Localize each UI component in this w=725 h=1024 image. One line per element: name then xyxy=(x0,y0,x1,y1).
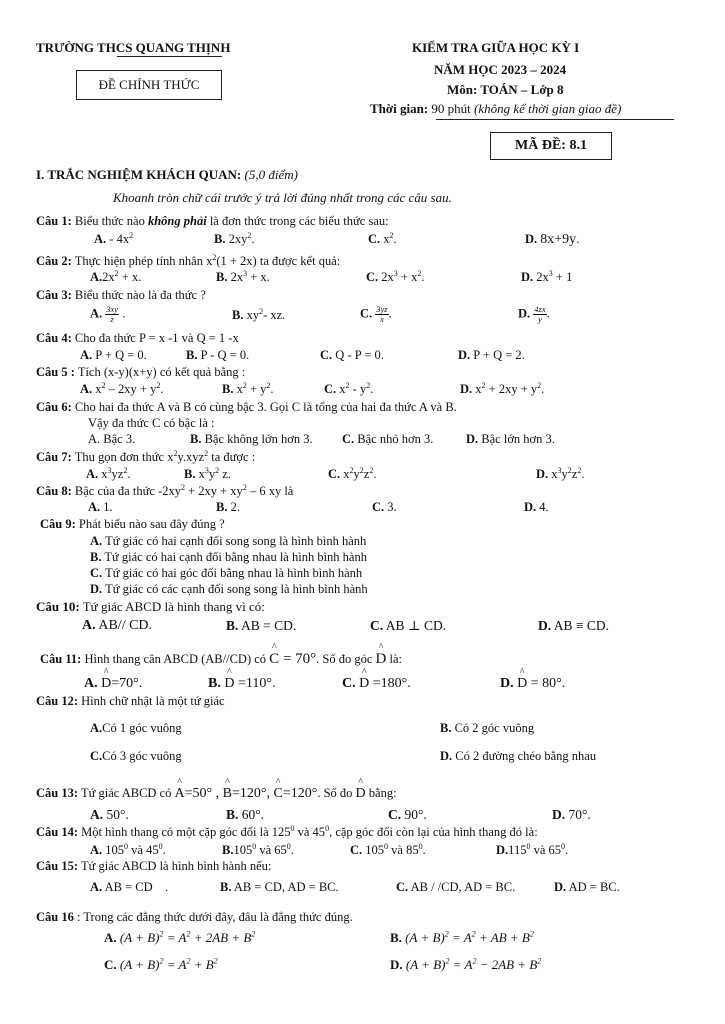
q9-text: Phát biểu nào sau đây đúng ? xyxy=(78,517,225,531)
q13-option-c[interactable] xyxy=(388,807,427,823)
q3-option-b[interactable]: B. $xy^2-$ xz. xyxy=(232,306,286,322)
letter: C. xyxy=(370,618,384,633)
q14-label: Câu 14: xyxy=(36,825,79,839)
question-10 xyxy=(36,599,265,615)
school-year: NĂM HỌC 2023 – 2024 xyxy=(434,62,567,77)
official-box: ĐỀ CHÍNH THỨC xyxy=(76,70,222,100)
q6-option-c[interactable] xyxy=(342,432,433,447)
q8-option-a[interactable] xyxy=(88,500,113,515)
letter: A. xyxy=(88,500,101,514)
q4-label: Câu 4: xyxy=(36,331,72,345)
q10-c-text: AB ⊥ CD. xyxy=(385,618,447,633)
q8-b-text: 2. xyxy=(230,500,240,514)
q9-option-c[interactable] xyxy=(90,566,362,581)
letter: B. xyxy=(90,550,102,564)
q15-a-text: AB = CD xyxy=(104,880,153,894)
q6-a-text: Bậc 3. xyxy=(103,432,136,446)
q11-option-c[interactable]: C. ^ D =180°. xyxy=(342,676,411,692)
q7-text: Thu gọn đơn thức xyxy=(74,450,165,464)
letter: B. xyxy=(440,721,452,735)
q13-d-text: 70°. xyxy=(568,807,591,822)
letter: A. xyxy=(94,232,107,246)
question-12 xyxy=(36,694,225,709)
q7-option-b[interactable]: B. $x^3y^2$ z. xyxy=(184,465,231,481)
q10-text: Tứ giác ABCD là hình thang vì có: xyxy=(82,599,265,614)
q12-option-a[interactable] xyxy=(90,721,182,736)
q8-option-b[interactable] xyxy=(216,500,240,515)
question-6 xyxy=(36,400,457,415)
exam-code-box: MÃ ĐỀ: 8.1 xyxy=(490,132,612,160)
question-9 xyxy=(40,517,225,532)
q6-text2: Vậy đa thức C có bậc là : xyxy=(88,416,215,430)
q6-text: Cho hai đa thức A và B có cùng bậc 3. Gọi C là tổng của hai đa thức A và B. xyxy=(74,400,457,414)
question-13: Câu 13: Tứ giác ABCD có ^ A=50° , ^ B=120°, ^ C=120°. Số đo ^ D bằng: xyxy=(36,786,397,802)
section-points: (5,0 điểm) xyxy=(244,167,298,182)
q13-option-d[interactable] xyxy=(552,807,591,823)
q13-b-text: 60°. xyxy=(241,807,265,822)
q1-option-c[interactable]: C. $x^2$. xyxy=(368,230,397,246)
letter: B. xyxy=(208,676,221,691)
q12-option-d[interactable] xyxy=(440,749,596,764)
letter: D. xyxy=(554,880,567,894)
q4-option-a[interactable] xyxy=(80,348,147,363)
q15-c-text: AB / /CD, AD = BC. xyxy=(410,880,516,894)
letter: B. xyxy=(222,382,234,396)
q4-c-text: Q - P = 0. xyxy=(335,348,384,362)
q5-text: Tích (x-y)(x+y) có kết quả bằng : xyxy=(77,365,246,379)
question-7: Câu 7: Thu gọn đơn thức $x^2y.xyz^2$ ta được : xyxy=(36,448,256,464)
q12-d-text: Có 2 đường chéo bằng nhau xyxy=(455,749,597,763)
q8-label: Câu 8: xyxy=(36,484,72,498)
q14-option-d[interactable]: D.115$^0$ và $65^0$. xyxy=(496,841,569,857)
q11-option-b[interactable]: B. ^ D =110°. xyxy=(208,676,275,692)
q4-d-text: P + Q = 2. xyxy=(473,348,525,362)
q13-a-text: 50°. xyxy=(106,807,129,822)
letter: B. xyxy=(184,467,196,481)
letter: A. xyxy=(82,618,96,633)
letter: A. xyxy=(88,432,101,446)
q13-text3: bằng: xyxy=(368,786,397,800)
instruction: Khoanh tròn chữ cái trước ý trả lời đúng nhất trong các câu sau. xyxy=(113,190,452,205)
time-line xyxy=(370,101,621,117)
q14-option-c[interactable]: C. $105^0$ và $85^0$. xyxy=(350,841,426,857)
letter: C. xyxy=(320,348,333,362)
question-3 xyxy=(36,288,206,303)
letter: B. xyxy=(226,618,239,633)
q12-c-text: Có 3 góc vuông xyxy=(102,749,182,763)
q15-b-text: AB = CD, AD = BC. xyxy=(233,880,339,894)
q1-text-b: không phải xyxy=(147,214,207,228)
letter: C. xyxy=(396,880,409,894)
q4-text: Cho đa thức P = x -1 và Q = 1 -x xyxy=(74,331,239,345)
letter: A. xyxy=(90,807,104,822)
letter: D. xyxy=(538,618,552,633)
q6-label: Câu 6: xyxy=(36,400,72,414)
q15-option-b[interactable] xyxy=(220,880,339,895)
q1-text-c: là đơn thức trong các biểu thức sau: xyxy=(209,214,389,228)
letter: A. xyxy=(90,306,103,321)
letter: C. xyxy=(368,232,381,246)
q13-c-text: 90°. xyxy=(404,807,427,822)
letter: D. xyxy=(440,749,453,763)
q10-a-text: AB// CD. xyxy=(98,618,153,633)
letter: C. xyxy=(366,270,379,284)
q11-option-d[interactable]: D. ^ D = 80°. xyxy=(500,676,565,692)
letter: A. xyxy=(90,880,103,894)
q9-option-d[interactable] xyxy=(90,582,368,597)
q7-label: Câu 7: xyxy=(36,450,72,464)
q6-option-a[interactable] xyxy=(88,432,135,447)
letter: C. xyxy=(350,843,363,857)
letter: C. xyxy=(104,957,117,972)
question-5 xyxy=(36,365,245,380)
q15-label: Câu 15: xyxy=(36,859,79,873)
q8-option-c[interactable] xyxy=(372,500,397,515)
q4-option-c[interactable] xyxy=(320,348,384,363)
q10-b-text: AB = CD. xyxy=(241,618,297,633)
q8-text: Bậc của đa thức xyxy=(74,484,155,498)
q1-text-a: Biểu thức nào xyxy=(74,214,145,228)
q5-label: Câu 5 : xyxy=(36,365,75,379)
q15-option-c[interactable] xyxy=(396,880,515,895)
letter: B. xyxy=(216,500,228,514)
q2-option-a[interactable]: $A.2x^2 + x$. xyxy=(90,268,142,284)
q1-option-a[interactable]: A. - $4x^2$ xyxy=(94,230,134,246)
q8-option-d[interactable] xyxy=(524,500,549,515)
q3-option-d[interactable]: D. $\frac{4zx}{y}$ . xyxy=(518,304,550,324)
q2-option-c[interactable]: C. $2x^3 + x^2$. xyxy=(366,268,425,284)
q11-option-a[interactable]: A. ^ D=70°. xyxy=(84,676,142,692)
q9-a-text: Tứ giác có hai cạnh đối song song là hình bình hành xyxy=(105,534,367,548)
letter: B. xyxy=(186,348,198,362)
letter: C. xyxy=(342,676,356,691)
q2-label: Câu 2: xyxy=(36,254,72,268)
letter: D. xyxy=(518,306,531,321)
school-underline xyxy=(117,56,222,57)
letter: B. xyxy=(216,270,228,284)
q6-d-text: Bậc lớn hơn 3. xyxy=(481,432,555,446)
q13-option-a[interactable] xyxy=(90,807,129,823)
q11-label: Câu 11: xyxy=(40,652,82,666)
q9-d-text: Tứ giác có các cạnh đối song song là hình bình hành xyxy=(105,582,368,596)
letter: A. xyxy=(90,534,103,548)
q14-text2: và 45 xyxy=(297,825,326,839)
q9-option-a[interactable] xyxy=(90,534,366,549)
q1-label: Câu 1: xyxy=(36,214,72,228)
q10-option-c[interactable] xyxy=(370,618,446,634)
q15-d-text: AD = BC. xyxy=(568,880,620,894)
q12-label: Câu 12: xyxy=(36,694,79,708)
q8-d-text: 4. xyxy=(539,500,549,514)
question-1 xyxy=(36,214,389,229)
q14-text: Một hình thang có một cặp góc đối là 125 xyxy=(81,825,291,839)
q13-text2: . Số đo xyxy=(317,786,353,800)
q10-option-d[interactable] xyxy=(538,618,609,634)
q10-option-b[interactable] xyxy=(226,618,296,634)
question-2: Câu 2: Thực hiện phép tính nhân $x^2(1 + 2x)$ ta được kết quả: xyxy=(36,252,341,268)
q9-label: Câu 9: xyxy=(40,517,76,531)
q7-option-c[interactable]: C. $x^2y^2z^2$. xyxy=(328,465,377,481)
letter: D. xyxy=(536,467,549,481)
q12-text: Hình chữ nhật là một tứ giác xyxy=(81,694,225,708)
letter: D. xyxy=(390,957,403,972)
q11-text2: . Số đo góc xyxy=(316,652,373,666)
q9-option-b[interactable] xyxy=(90,550,367,565)
letter: C. xyxy=(388,807,402,822)
letter: A. xyxy=(80,382,93,396)
q4-b-text: P - Q = 0. xyxy=(200,348,250,362)
letter: A. xyxy=(90,721,103,735)
letter: C. xyxy=(324,382,337,396)
q12-option-c[interactable] xyxy=(90,749,182,764)
letter: B. xyxy=(214,232,226,246)
q6-option-b[interactable] xyxy=(190,432,313,447)
time-label: Thời gian: xyxy=(370,101,429,116)
letter: D. xyxy=(466,432,479,446)
section-title xyxy=(36,167,298,183)
q6-b-text: Bậc không lớn hơn 3. xyxy=(204,432,313,446)
q4-option-b[interactable] xyxy=(186,348,249,363)
q10-option-a[interactable] xyxy=(82,618,152,634)
letter: A. xyxy=(80,348,93,362)
q16-text: : Trong các đẳng thức dưới đây, đâu là đẳng thức đúng. xyxy=(76,910,353,924)
letter: D. xyxy=(496,843,509,857)
letter: C. xyxy=(90,749,103,763)
letter: A. xyxy=(104,930,117,945)
letter: B. xyxy=(190,432,202,446)
letter: C. xyxy=(342,432,355,446)
q16-option-d[interactable]: D. $(A + B)^2 = A^2 - 2AB + B^2$ xyxy=(390,956,542,972)
q16-option-b[interactable]: B. $(A + B)^2 = A^2$ + AB + $B^2$ xyxy=(390,929,534,945)
q16-option-c[interactable]: C. $(A + B)^2 = A^2 + B^2$ xyxy=(104,956,218,972)
q14-option-a[interactable]: A. $105^0$ và $45^0$. xyxy=(90,841,166,857)
q13-label: Câu 13: xyxy=(36,786,79,800)
q12-b-text: Có 2 góc vuông xyxy=(454,721,535,735)
letter: A. xyxy=(84,676,98,691)
letter: D. xyxy=(458,348,471,362)
q13-option-b[interactable] xyxy=(226,807,264,823)
school-name-text: TRƯỜNG THCS QUANG THỊNH xyxy=(36,40,231,55)
letter: D. xyxy=(521,270,534,284)
time-note: (không kể thời gian giao đề) xyxy=(474,101,622,116)
q6-option-d[interactable] xyxy=(466,432,555,447)
section-title-text: I. TRẮC NGHIỆM KHÁCH QUAN: xyxy=(36,167,242,182)
q5-option-a[interactable]: A. $x^2 - 2xy + y^2$. xyxy=(80,380,164,396)
q3-option-a[interactable]: A. $\frac{3xy}{z}$ . xyxy=(90,304,126,324)
letter: D. xyxy=(500,676,514,691)
q16-label: Câu 16 xyxy=(36,910,74,924)
q7-option-a[interactable]: A. $x^3yz^2$. xyxy=(86,465,131,481)
letter: D. xyxy=(525,232,538,246)
question-16 xyxy=(36,910,353,925)
q2-option-b[interactable]: B. $2x^3 + x$. xyxy=(216,268,270,284)
letter: A. xyxy=(90,843,103,857)
q14-text3: , cặp góc đối còn lại của hình thang đó là: xyxy=(329,825,538,839)
q14-option-b[interactable]: B.105$^0$ và $65^0$. xyxy=(222,841,294,857)
question-4 xyxy=(36,331,239,346)
q3-option-c[interactable]: C. $\frac{3yz}{x}$ . xyxy=(360,304,392,324)
q5-option-b[interactable]: B. $x^2 + y^2$. xyxy=(222,380,274,396)
letter: D. xyxy=(90,582,103,596)
q1-option-d[interactable]: D. 8x+9y. xyxy=(525,232,580,247)
q3-label: Câu 3: xyxy=(36,288,72,302)
school-name xyxy=(36,40,230,56)
subject: Môn: TOÁN – Lớp 8 xyxy=(447,82,564,97)
q12-option-b[interactable] xyxy=(440,721,534,736)
letter: B. xyxy=(390,930,402,945)
question-14: Câu 14: Một hình thang có một cặp góc đối là $125^0$ và $45^0$, cặp góc đối còn lại của hình thang đó là: xyxy=(36,823,538,839)
q10-d-text: AB ≡ CD. xyxy=(553,618,610,633)
q15-text: Tứ giác ABCD là hình bình hành nếu: xyxy=(80,859,272,873)
q13-text: Tứ giác ABCD có xyxy=(80,786,172,800)
exam-title: KIỂM TRA GIỮA HỌC KỲ I xyxy=(412,40,580,55)
q5-option-c[interactable]: C. $x^2 - y^2$. xyxy=(324,380,374,396)
q15-option-d[interactable] xyxy=(554,880,620,895)
letter: D. xyxy=(552,807,566,822)
q6-c-text: Bậc nhỏ hơn 3. xyxy=(357,432,434,446)
q5-option-d[interactable]: D. $x^2 + 2xy + y^2$. xyxy=(460,380,545,396)
q9-b-text: Tứ giác có hai cạnh đối bằng nhau là hình bình hành xyxy=(104,550,367,564)
q4-option-d[interactable] xyxy=(458,348,525,363)
q9-c-text: Tứ giác có hai góc đối bằng nhau là hình bình hành xyxy=(105,566,363,580)
q7-option-d[interactable]: D. $x^3y^2z^2$. xyxy=(536,465,585,481)
letter: B. xyxy=(222,843,234,857)
q10-label: Câu 10: xyxy=(36,599,80,614)
letter: B. xyxy=(226,807,239,822)
q11-text3: là: xyxy=(389,652,402,666)
question-8: Câu 8: Bậc của đa thức $-2xy^2 + 2xy + xy^2 - 6$ xy là xyxy=(36,482,294,498)
letter: A. xyxy=(86,467,99,481)
q2-option-d[interactable]: D. $2x^3 + 1$ xyxy=(521,268,573,284)
letter: B. xyxy=(220,880,232,894)
letter: D. xyxy=(524,500,537,514)
question-15 xyxy=(36,859,271,874)
q8-c-text: 3. xyxy=(387,500,397,514)
q1-option-b[interactable]: B. $2xy^2$. xyxy=(214,230,255,246)
letter: C. xyxy=(328,467,341,481)
letter: C. xyxy=(372,500,385,514)
letter: C. xyxy=(360,306,373,321)
q4-a-text: P + Q = 0. xyxy=(95,348,147,362)
q11-text: Hình thang cân ABCD (AB//CD) có xyxy=(84,652,267,666)
q16-option-a[interactable]: A. $(A + B)^2 = A^2 + 2AB + B^2$ xyxy=(104,929,256,945)
letter: A. xyxy=(90,270,103,284)
q15-option-a[interactable]: A. AB = CD . xyxy=(90,880,169,894)
time-underline xyxy=(436,119,674,120)
question-11: Câu 11: Hình thang cân ABCD (AB//CD) có ^ C = 70°. Số đo góc ^ D là: xyxy=(40,651,402,668)
q12-a-text: Có 1 góc vuông xyxy=(102,721,182,735)
time-value: 90 phút xyxy=(431,101,471,116)
q2-text: Thực hiện phép tính nhân xyxy=(74,254,203,268)
q8-a-text: 1. xyxy=(103,500,113,514)
letter: B. xyxy=(232,308,244,322)
q3-text: Biểu thức nào là đa thức ? xyxy=(74,288,206,302)
letter: D. xyxy=(460,382,473,396)
letter: C. xyxy=(90,566,103,580)
